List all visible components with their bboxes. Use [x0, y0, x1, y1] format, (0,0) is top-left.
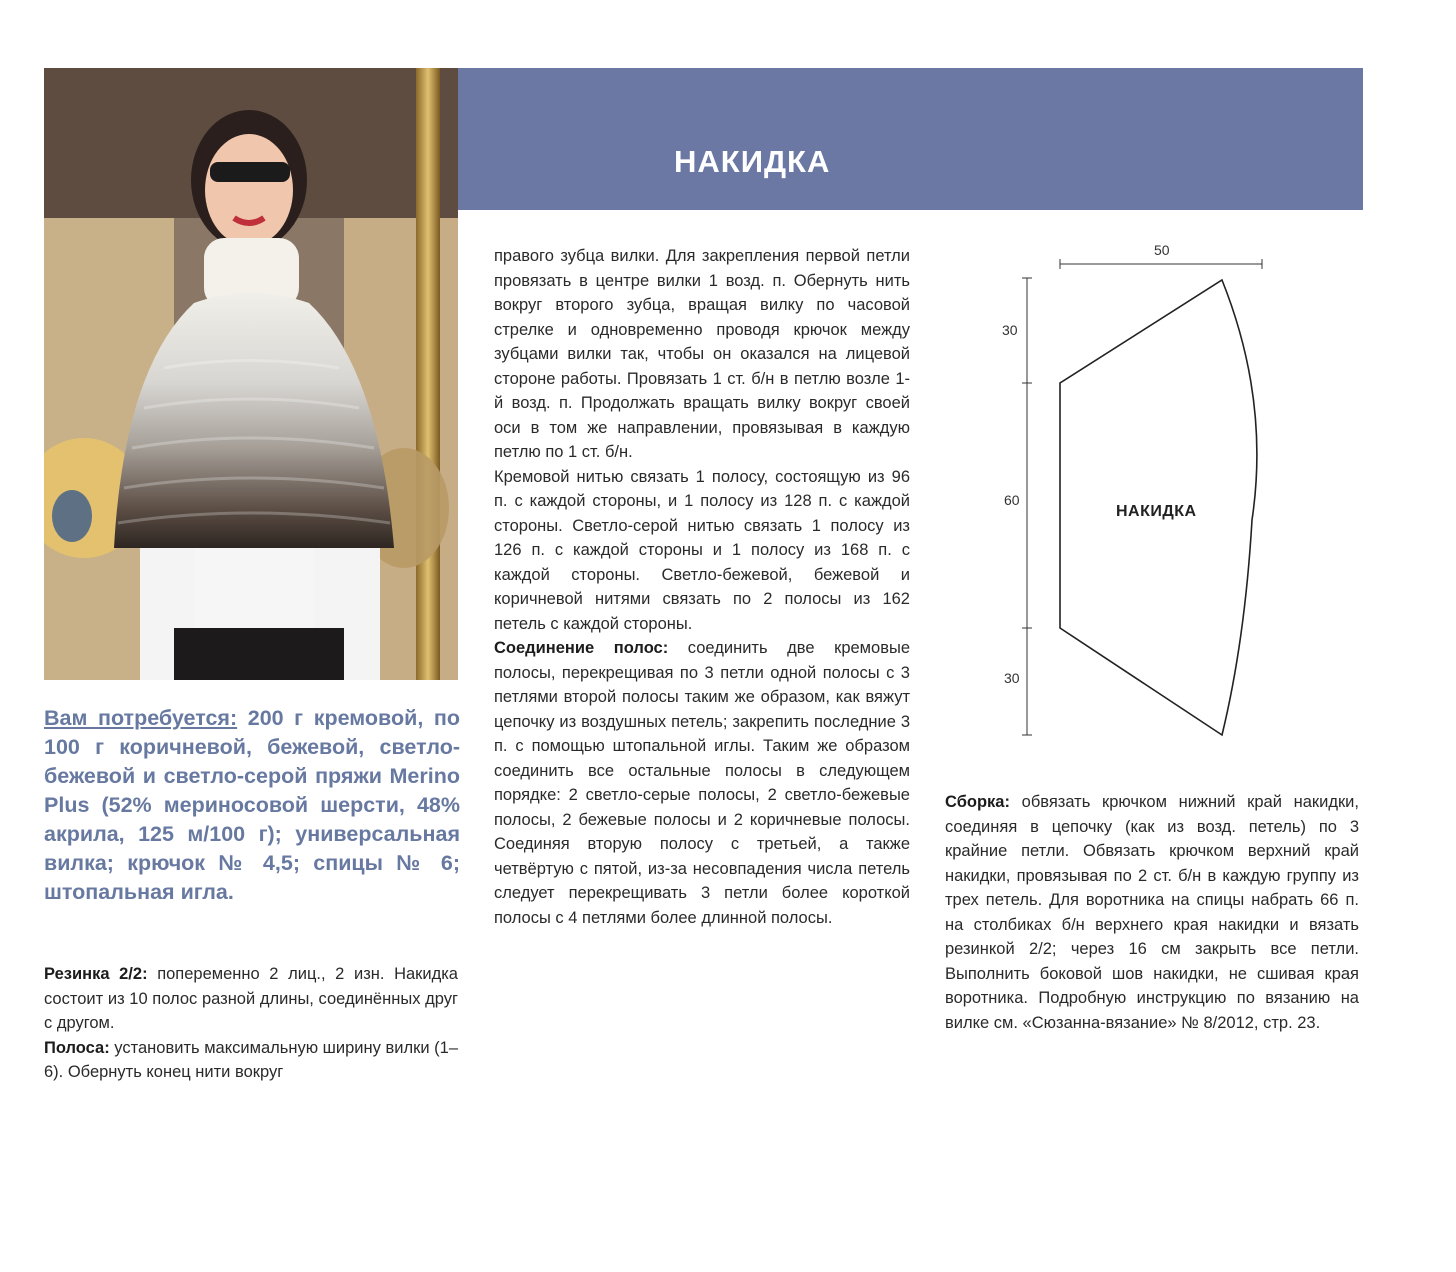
rib-label: Резинка 2/2: [44, 965, 148, 983]
assembly-text: обвязать крючком нижний край накидки, соединяя в цепочку (как из возд. петель) по 3 крайние петли. Обвязать крючком верхний край накидки, провязывая по 2 ст. б/н в каждую группу из трех петель. Для воротника на спицы набрать 66 п. на столбиках б/н верхнего края накидки и вязать резинкой 2/2; через 16 см закрыть все петли. Выполнить боковой шов накидки, не сшивая края воротника. Подробную инструкцию по вязанию на вилке см. «Сюзанна-вязание» № 8/2012, стр. 23. [945, 793, 1359, 1032]
rib-text: попеременно 2 лиц., 2 изн. Накидка состоит из 10 полос разной длины, соединённых друг с другом. [44, 965, 458, 1032]
joining-label: Соединение полос: [494, 639, 669, 657]
schema-dim-middle: 60 [1004, 492, 1020, 508]
column-3-text [945, 790, 1359, 1035]
schema-dim-lower: 30 [1004, 670, 1020, 686]
assembly-paragraph [945, 790, 1359, 1035]
schema-label: НАКИДКА [1116, 503, 1197, 520]
schema-dim-upper: 30 [1002, 322, 1018, 338]
strip-label: Полоса: [44, 1038, 110, 1057]
fork-instructions-paragraph: правого зубца вилки. Для закрепления первой петли провязать в центре вилки 1 возд. п. Обернуть нить вокруг второго зубца, вращая вилку по часовой стрелке и одновременно проводя крючок между зубцами вилки так, чтобы он оказался на лицевой стороне работы. Провязать 1 ст. б/н в петлю возле 1-й возд. п. Продолжать вращать вилку вокруг своей оси в том же направлении, провязывая в каждую петлю по 1 ст. б/н. [494, 247, 910, 461]
strip-text: установить максимальную ширину вилки (1–6). Обернуть конец нити вокруг [44, 1038, 458, 1081]
schema-dim-width: 50 [1154, 242, 1170, 258]
materials-text: 200 г кремовой, по 100 г коричневой, бежевой, светло-бежевой и светло-серой пряжи Merino Plus (52% мериносовой шерсти, 48% акрила, 125 м/100 г); универсальная вилка; крючок № 4,5; спицы № 6; штопальная игла. [44, 706, 460, 904]
page-title: НАКИДКА [674, 144, 831, 179]
strips-count-paragraph: Кремовой нитью связать 1 полосу, состоящую из 96 п. с каждой стороны, и 1 полосу из 128 п. с каждой стороны. Светло-серой нитью связать 1 полосу из 126 п. с каждой стороны и 1 полосу из 168 п. с каждой стороны. Светло-бежевой, бежевой и коричневой нитями связать по 2 полосы из 162 петель с каждой стороны. [494, 467, 910, 633]
joining-text: соединить две кремовые полосы, перекрещивая по 3 петли одной полосы с 3 петлями второй полосы таким же образом, как вяжут цепочку из воздушных петель; закрепить последние 3 п. с помощью штопальной иглы. Таким же образом соединить все остальные полосы в следующем порядке: 2 светло-серые полосы, 2 светло-бежевые полосы, 2 бежевые полосы и 2 коричневые полосы. Соединяя вторую полосу с третьей, а также четвёртую с пятой, из-за несовпадения числа петель следует перекрещивать 3 петли более короткой полосы с 4 петлями более длинной полосы. [494, 639, 910, 927]
assembly-label: Сборка: [945, 793, 1010, 811]
materials-label: Вам потребуется: [44, 706, 238, 730]
